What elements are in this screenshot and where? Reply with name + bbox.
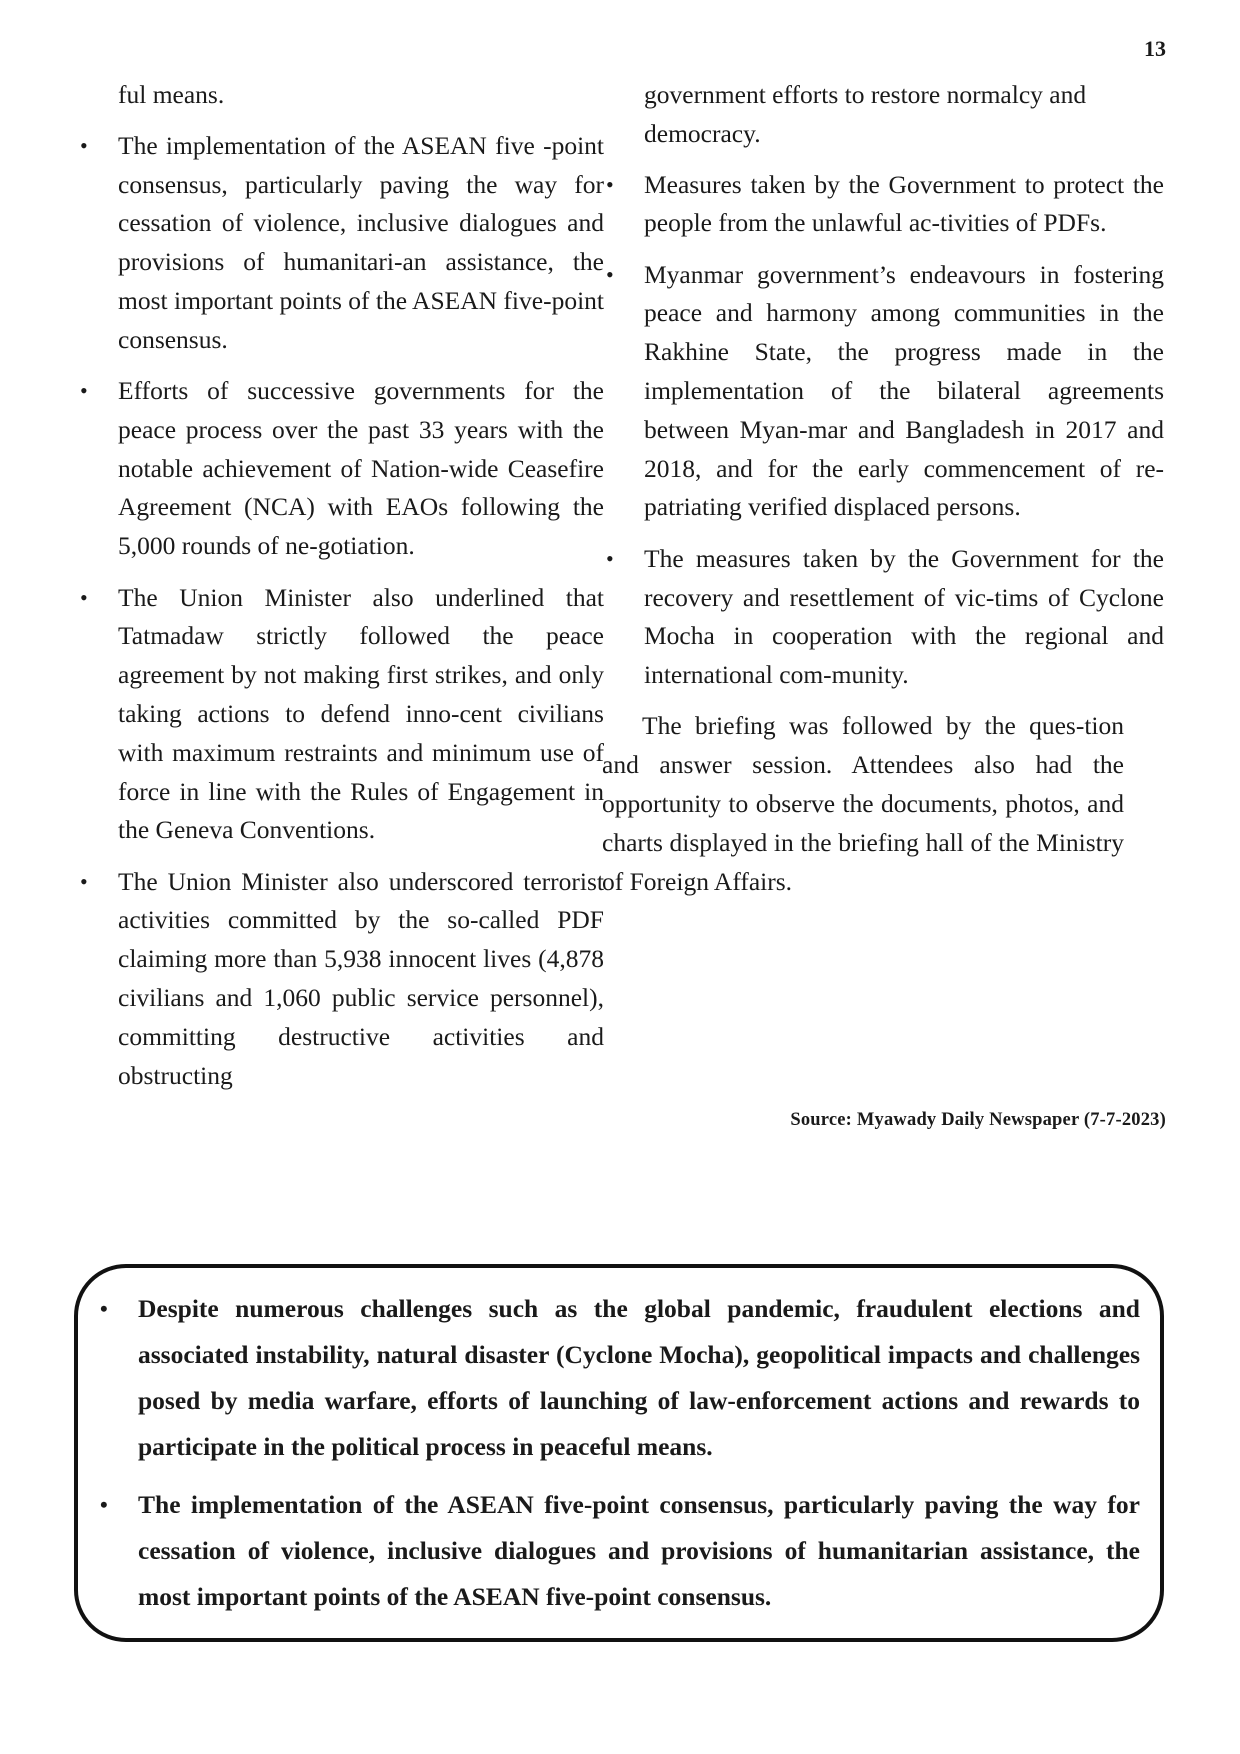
list-item bbox=[80, 863, 604, 1096]
summary-bullet-list bbox=[100, 1286, 1140, 1632]
list-item-text: Myanmar government’s endeavours in fostering peace and harmony among communities in the Rakhine State, the progress made in the implementation of the bilateral agreements between Myan-mar and Bangladesh in 2017 and 2018, and for the early commencement of re-patriating verified displaced persons. bbox=[644, 259, 1164, 522]
bullet-icon: • bbox=[80, 868, 88, 894]
list-item bbox=[80, 579, 604, 851]
list-item bbox=[100, 1482, 1140, 1620]
right-column bbox=[602, 76, 1164, 901]
left-bullet-list bbox=[80, 127, 604, 1096]
list-item bbox=[100, 1286, 1140, 1470]
bullet-icon: • bbox=[606, 261, 614, 287]
bullet-icon: • bbox=[606, 545, 614, 571]
left-lead-text: ful means. bbox=[118, 80, 225, 109]
page-number: 13 bbox=[1144, 36, 1166, 61]
list-item bbox=[606, 166, 1164, 244]
closing-paragraph-wrap bbox=[602, 707, 1124, 901]
bullet-icon: • bbox=[606, 171, 614, 197]
list-item-text: The measures taken by the Government for the recovery and resettlement of vic-tims of Cyclone Mocha in cooperation with the regional and international com-munity. bbox=[644, 543, 1164, 690]
list-item-text: Efforts of successive governments for the peace process over the past 33 years with the notable achievement of Nation-wide Ceasefire Agreement (NCA) with EAOs following the 5,000 rounds of ne-gotiation. bbox=[118, 376, 604, 561]
bullet-icon: • bbox=[100, 1492, 108, 1517]
left-column bbox=[80, 76, 604, 1108]
list-item-text: The implementation of the ASEAN five-point consensus, particularly paving the way for cessation of violence, inclusive dialogues and provisions of humanitarian assistance, the most important points of the ASEAN five-point consensus. bbox=[138, 1490, 1140, 1611]
list-item-text: The Union Minister also underscored terrorist activities committed by the so-called PDF claiming more than 5,938 innocent lives (4,878 civilians and 1,060 public service personnel), committing destructive activities and obstructing bbox=[118, 866, 604, 1090]
bullet-icon: • bbox=[80, 584, 88, 610]
right-bullet-list bbox=[606, 166, 1164, 695]
source-citation: Source: Myawady Daily Newspaper (7-7-2023) bbox=[790, 1110, 1166, 1130]
summary-box bbox=[74, 1264, 1164, 1642]
list-item bbox=[606, 540, 1164, 695]
bullet-icon: • bbox=[100, 1296, 108, 1321]
right-lead-text: government efforts to restore normalcy and democracy. bbox=[644, 80, 1087, 148]
list-item-text: Measures taken by the Government to protect the people from the unlawful ac-tivities of PDFs. bbox=[644, 169, 1164, 238]
list-item bbox=[606, 256, 1164, 528]
list-item-text: The Union Minister also underlined that Tatmadaw strictly followed the peace agreement by not making first strikes, and only taking actions to defend inno-cent civilians with maximum restraints and minimum use of force in line with the Rules of Engagement in the Geneva Conventions. bbox=[118, 582, 604, 845]
list-item bbox=[80, 127, 604, 360]
bullet-icon: • bbox=[80, 132, 88, 158]
list-item-text: The implementation of the ASEAN five -point consensus, particularly paving the way for cessation of violence, inclusive dialogues and provisions of humanitari-an assistance, the most important points of the ASEAN five-point consensus. bbox=[118, 130, 604, 354]
bullet-icon: • bbox=[80, 378, 88, 404]
list-item bbox=[80, 372, 604, 566]
closing-paragraph: The briefing was followed by the ques-tion and answer session. Attendees also had the opportunity to observe the documents, photos, and charts displayed in the briefing hall of the Ministry of Foreign Affairs. bbox=[602, 711, 1124, 896]
list-item-text: Despite numerous challenges such as the global pandemic, fraudulent elections and associated instability, natural disaster (Cyclone Mocha), geopolitical impacts and challenges posed by media warfare, efforts of launching of law-enforcement actions and rewards to participate in the political process in peaceful means. bbox=[138, 1294, 1140, 1461]
